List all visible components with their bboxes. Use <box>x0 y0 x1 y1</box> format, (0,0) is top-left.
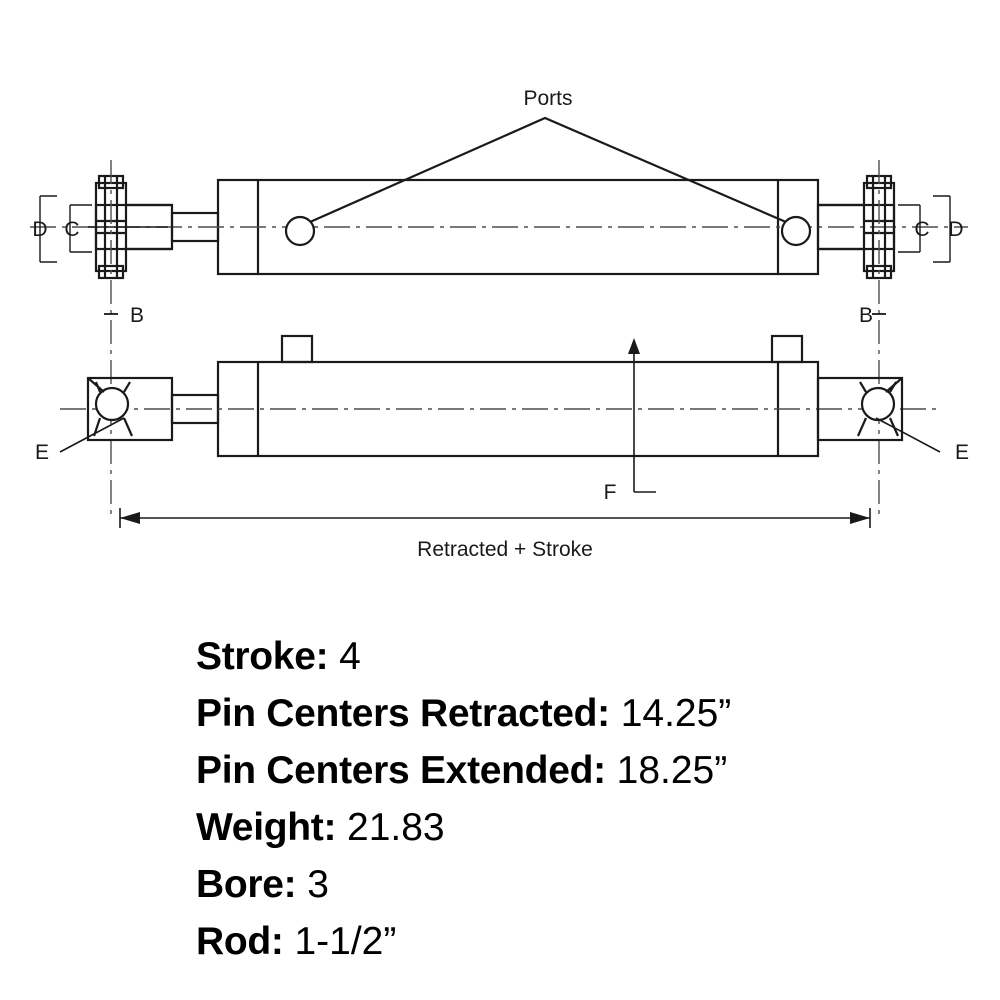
barrel-side-view <box>218 362 818 456</box>
spec-value-weight: 21.83 <box>347 806 445 849</box>
label-c-left: C <box>64 218 80 241</box>
label-d-right: D <box>948 218 964 241</box>
label-f: F <box>603 481 617 504</box>
spec-row-bore <box>196 856 1000 913</box>
ports-leader-lines <box>310 118 786 222</box>
spec-label-bore: Bore: <box>196 863 297 906</box>
spec-label-pin-centers-retracted: Pin Centers Retracted: <box>196 692 610 735</box>
port-boss-right <box>772 336 802 362</box>
spec-label-stroke: Stroke: <box>196 635 329 678</box>
label-e-right: E <box>954 441 970 464</box>
leader-e-left <box>60 418 124 452</box>
spec-row-rod <box>196 913 1000 970</box>
spec-value-bore: 3 <box>307 863 329 906</box>
label-overall-dimension: Retracted + Stroke <box>417 538 593 561</box>
spec-row-pin-centers-extended <box>196 742 1000 799</box>
label-e-left: E <box>34 441 50 464</box>
spec-label-rod: Rod: <box>196 920 284 963</box>
spec-row-stroke <box>196 628 1000 685</box>
spec-value-pin-centers-retracted: 14.25” <box>620 692 732 735</box>
spec-label-pin-centers-extended: Pin Centers Extended: <box>196 749 606 792</box>
spec-row-weight <box>196 799 1000 856</box>
spec-label-weight: Weight: <box>196 806 337 849</box>
leader-e-right <box>876 418 940 452</box>
specifications-list <box>0 628 1000 970</box>
dim-overall <box>120 508 870 528</box>
ports-label: Ports <box>523 87 573 110</box>
label-c-right: C <box>914 218 930 241</box>
spec-row-pin-centers-retracted <box>196 685 1000 742</box>
port-boss-left <box>282 336 312 362</box>
label-b-left: B <box>129 304 145 327</box>
spec-value-stroke: 4 <box>339 635 361 678</box>
label-d-left: D <box>32 218 48 241</box>
spec-value-pin-centers-extended: 18.25” <box>616 749 728 792</box>
label-b-right: B <box>858 304 874 327</box>
spec-value-rod: 1-1/2” <box>294 920 397 963</box>
